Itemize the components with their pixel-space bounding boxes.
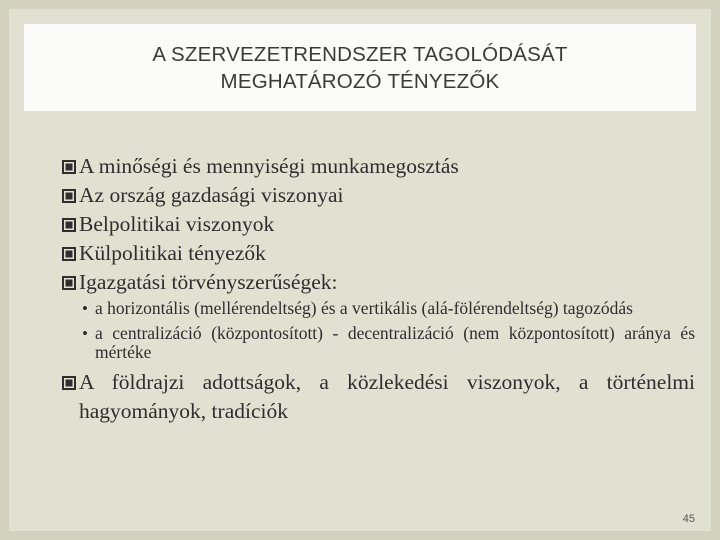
checkbox-square-icon	[61, 217, 77, 233]
list-item	[61, 181, 695, 210]
bullet-dot-icon: •	[82, 324, 88, 343]
list-item-text: Külpolitikai tényezők	[79, 241, 266, 265]
sub-list	[61, 299, 695, 362]
list-item-text: A minőségi és mennyiségi munkamegosztás	[79, 154, 459, 178]
sub-list-item	[61, 299, 695, 318]
list-item	[61, 268, 695, 297]
checkbox-square-icon	[61, 188, 77, 204]
checkbox-square-icon	[61, 375, 77, 391]
sub-list-item-text: a horizontális (mellérendeltség) és a vertikális (alá-fölérendeltség) tagozódás	[95, 298, 633, 318]
slide-title-line-2: MEGHATÁROZÓ TÉNYEZŐK	[220, 69, 500, 93]
bullet-dot-icon: •	[82, 299, 88, 318]
list-item-text: Az ország gazdasági viszonyai	[79, 183, 344, 207]
page-number: 45	[682, 513, 695, 525]
list-item	[61, 210, 695, 239]
sub-list-item	[61, 324, 695, 362]
list-item-text: Igazgatási törvényszerűségek:	[79, 270, 338, 294]
list-item	[61, 368, 695, 426]
checkbox-square-icon	[61, 246, 77, 262]
checkbox-square-icon	[61, 275, 77, 291]
list-item	[61, 152, 695, 181]
list-item	[61, 239, 695, 268]
list-item-text: Belpolitikai viszonyok	[79, 212, 275, 236]
sub-list-item-text: a centralizáció (központosított) - decentralizáció (nem központosított) aránya és mértéke	[95, 323, 695, 362]
slide-title-line-1: A SZERVEZETRENDSZER TAGOLÓDÁSÁT	[152, 42, 568, 66]
content-body	[61, 152, 695, 426]
checkbox-square-icon	[61, 159, 77, 175]
title-box	[24, 24, 696, 111]
list-item-text: A földrajzi adottságok, a közlekedési viszonyok, a történelmi hagyományok, tradíciók	[79, 370, 695, 423]
